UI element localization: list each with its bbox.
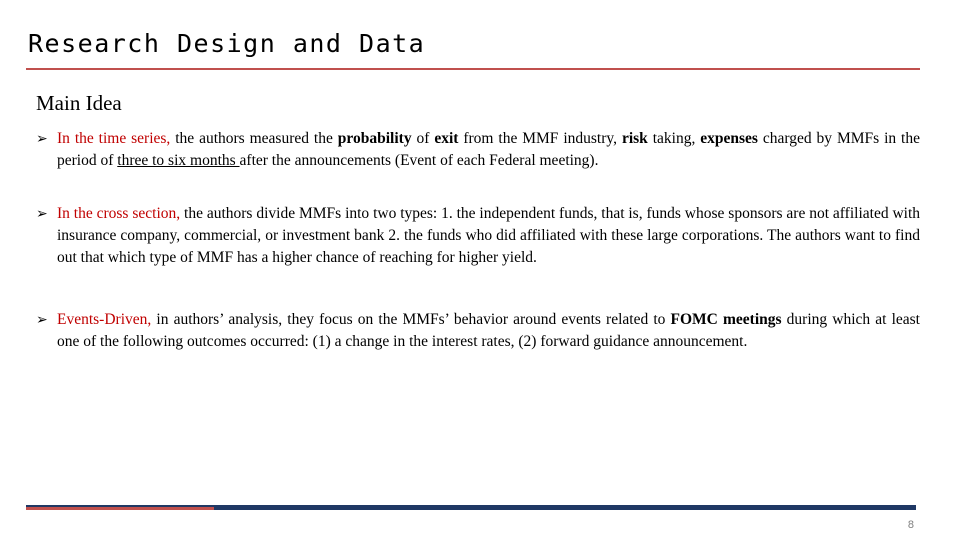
bullet-text: charged by MMFs in the period of bbox=[57, 130, 920, 169]
bullet-text: the authors divide MMFs into two types: 1. the independent funds, that is, funds whose sponsors are not affiliated with insurance company, commercial, or investment bank 2. the funds who did affiliated with these large corporations. The authors want to find out that which type of MMF has a higher chance of reaching for higher yield. bbox=[57, 205, 921, 266]
bullet-text: after the announcements (Event of each Federal meeting). bbox=[239, 152, 599, 169]
bullet-events-driven bbox=[36, 309, 920, 353]
bullet-text: the authors measured the bbox=[170, 130, 338, 147]
bullet-emphasis: exit bbox=[434, 130, 459, 147]
bullet-text: during which at least one of the following outcomes occurred: (1) a change in the interest rates, (2) forward guidance announcement. bbox=[57, 311, 920, 350]
bullet-text: taking, bbox=[647, 130, 701, 147]
bullet-lead: In the time series, bbox=[57, 130, 171, 147]
bullet-list bbox=[36, 128, 920, 353]
bullet-time-series bbox=[36, 128, 920, 172]
slide-title: Research Design and Data bbox=[28, 29, 426, 58]
arrow-bullet-icon: ➢ bbox=[36, 206, 48, 222]
bullet-emphasis: probability bbox=[337, 130, 412, 147]
section-heading: Main Idea bbox=[36, 91, 122, 115]
bullet-text: from the MMF industry, bbox=[458, 130, 622, 147]
bullet-emphasis: FOMC meetings bbox=[670, 311, 782, 328]
arrow-bullet-icon: ➢ bbox=[36, 131, 48, 147]
bullet-emphasis: expenses bbox=[700, 130, 758, 147]
bullet-lead: Events-Driven, bbox=[57, 311, 152, 328]
title-rule bbox=[26, 68, 920, 70]
page-number: 8 bbox=[907, 519, 914, 531]
arrow-bullet-icon: ➢ bbox=[36, 312, 48, 328]
bullet-underlined: three to six months bbox=[117, 152, 240, 169]
bullet-text: in authors’ analysis, they focus on the MMFs’ behavior around events related to bbox=[151, 311, 671, 328]
bullet-text: of bbox=[411, 130, 435, 147]
bullet-emphasis: risk bbox=[621, 130, 648, 147]
footer-bar-accent bbox=[26, 507, 214, 510]
bullet-lead: In the cross section, bbox=[57, 205, 181, 222]
bullet-cross-section bbox=[36, 203, 920, 269]
